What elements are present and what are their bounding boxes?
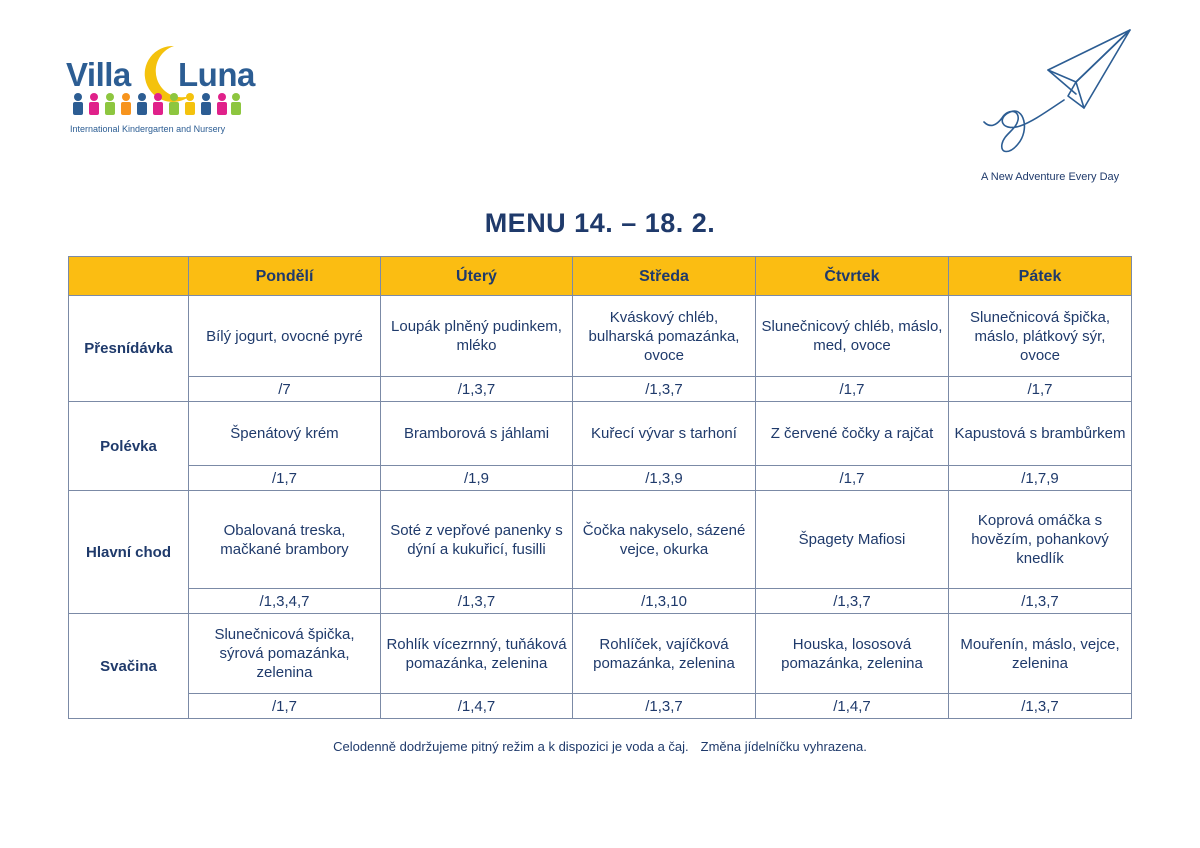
villa-luna-logo: [66, 44, 256, 144]
day-header-tuesday: Úterý: [381, 257, 573, 296]
meal-item-cell: Houska, lososová pomazánka, zelenina: [756, 614, 949, 694]
allergen-cell: /1,4,7: [381, 694, 573, 719]
meal-item-cell: Loupák plněný pudinkem, mléko: [381, 296, 573, 377]
meal-name-hlavni-chod: Hlavní chod: [69, 491, 189, 614]
allergen-cell: /1,3,7: [573, 694, 756, 719]
allergen-cell: /1,3,9: [573, 466, 756, 491]
day-header-wednesday: Středa: [573, 257, 756, 296]
footer-change-note: Změna jídelníčku vyhrazena.: [700, 739, 867, 754]
table-row-svacina: [69, 614, 1132, 694]
allergen-cell: /1,3,4,7: [189, 589, 381, 614]
meal-item-cell: Kváskový chléb, bulharská pomazánka, ovoce: [573, 296, 756, 377]
allergen-row-presnidavka: [69, 377, 1132, 402]
meal-item-cell: Slunečnicová špička, sýrová pomazánka, zelenina: [189, 614, 381, 694]
footer-notes: [0, 739, 1200, 754]
day-header-monday: Pondělí: [189, 257, 381, 296]
allergen-cell: /1,3,7: [573, 377, 756, 402]
meal-name-svacina: Svačina: [69, 614, 189, 719]
allergen-cell: /1,7: [756, 377, 949, 402]
allergen-cell: /1,4,7: [756, 694, 949, 719]
day-header-thursday: Čtvrtek: [756, 257, 949, 296]
meal-item-cell: Mouřenín, máslo, vejce, zelenina: [949, 614, 1132, 694]
allergen-cell: /1,7: [756, 466, 949, 491]
children-figures-icon: [70, 92, 242, 116]
day-header-friday: Pátek: [949, 257, 1132, 296]
slogan-text: A New Adventure Every Day: [981, 171, 1120, 183]
weekly-menu-table: [68, 256, 1132, 719]
allergen-row-polevka: [69, 466, 1132, 491]
allergen-cell: /1,3,7: [381, 589, 573, 614]
logo-word-luna: Luna: [178, 56, 255, 93]
meal-item-cell: Slunečnicový chléb, máslo, med, ovoce: [756, 296, 949, 377]
meal-item-cell: Z červené čočky a rajčat: [756, 402, 949, 466]
allergen-cell: /1,3,7: [381, 377, 573, 402]
table-row-polevka: [69, 402, 1132, 466]
header-corner-cell: [69, 257, 189, 296]
allergen-cell: /1,7: [189, 694, 381, 719]
allergen-cell: /1,3,7: [756, 589, 949, 614]
table-header-row: [69, 257, 1132, 296]
allergen-cell: /1,3,7: [949, 589, 1132, 614]
allergen-cell: /1,7,9: [949, 466, 1132, 491]
meal-item-cell: Rohlíček, vajíčková pomazánka, zelenina: [573, 614, 756, 694]
logo-tagline: International Kindergarten and Nursery: [70, 124, 226, 134]
footer-drinking-note: Celodenně dodržujeme pitný režim a k dispozici je voda a čaj.: [333, 739, 689, 754]
allergen-cell: /1,7: [949, 377, 1132, 402]
meal-item-cell: Kapustová s brambůrkem: [949, 402, 1132, 466]
menu-title: MENU 14. – 18. 2.: [484, 208, 716, 238]
table-row-hlavni-chod: [69, 491, 1132, 589]
meal-item-cell: Bramborová s jáhlami: [381, 402, 573, 466]
allergen-cell: /1,7: [189, 466, 381, 491]
meal-item-cell: Špenátový krém: [189, 402, 381, 466]
meal-item-cell: Špagety Mafiosi: [756, 491, 949, 589]
meal-item-cell: Obalovaná treska, mačkané brambory: [189, 491, 381, 589]
allergen-cell: /1,3,10: [573, 589, 756, 614]
paper-plane-icon: [980, 26, 1140, 166]
allergen-row-hlavni-chod: [69, 589, 1132, 614]
meal-item-cell: Bílý jogurt, ovocné pyré: [189, 296, 381, 377]
logo-word-villa: Villa: [66, 56, 131, 93]
allergen-cell: /1,9: [381, 466, 573, 491]
meal-item-cell: Soté z vepřové panenky s dýní a kukuřicí, fusilli: [381, 491, 573, 589]
meal-name-polevka: Polévka: [69, 402, 189, 491]
allergen-row-svacina: [69, 694, 1132, 719]
meal-item-cell: Čočka nakyselo, sázené vejce, okurka: [573, 491, 756, 589]
allergen-cell: /7: [189, 377, 381, 402]
meal-name-presnidavka: Přesnídávka: [69, 296, 189, 402]
meal-item-cell: Rohlík vícezrnný, tuňáková pomazánka, zelenina: [381, 614, 573, 694]
meal-item-cell: Slunečnicová špička, máslo, plátkový sýr, ovoce: [949, 296, 1132, 377]
meal-item-cell: Kuřecí vývar s tarhoní: [573, 402, 756, 466]
meal-item-cell: Koprová omáčka s hovězím, pohankový knedlík: [949, 491, 1132, 589]
table-row-presnidavka: [69, 296, 1132, 377]
allergen-cell: /1,3,7: [949, 694, 1132, 719]
